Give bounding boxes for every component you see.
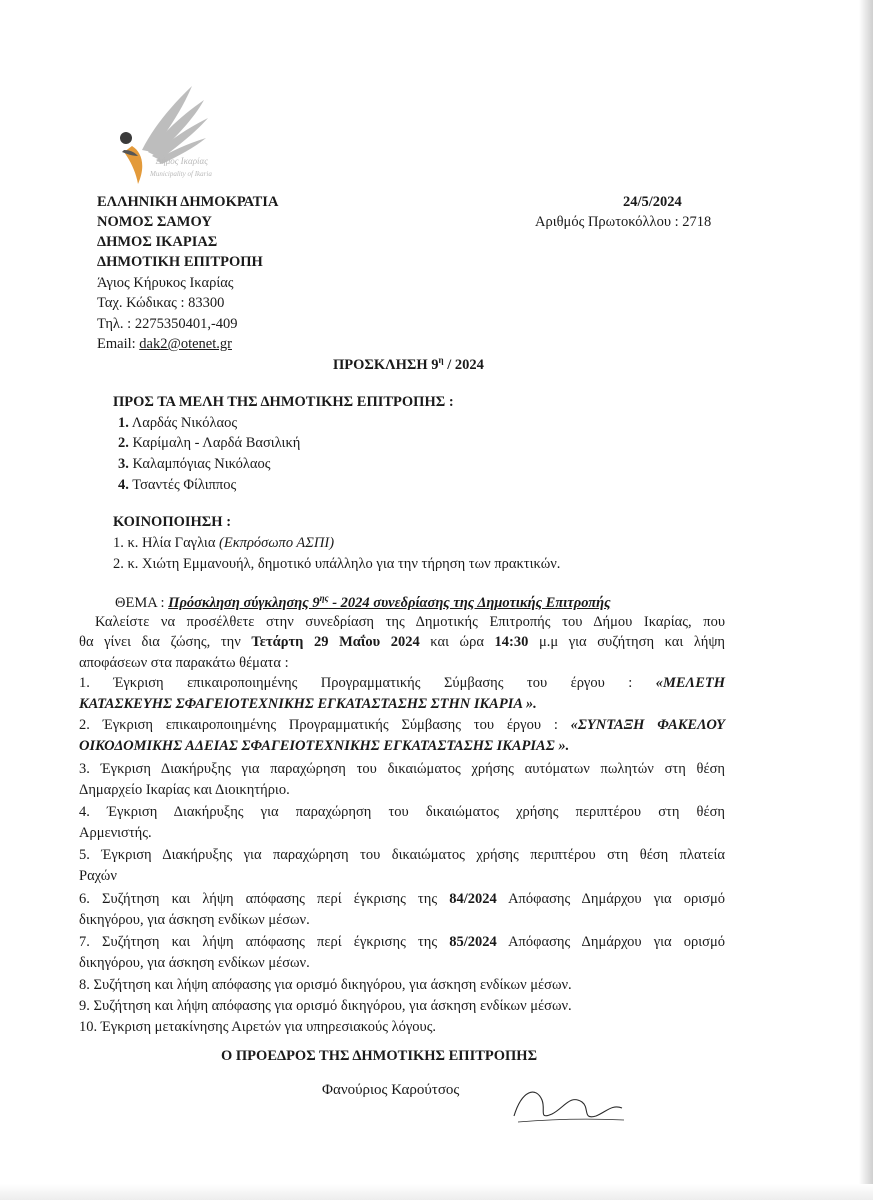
agenda-item-2-cont: ΟΙΚΟΔΟΜΙΚΗΣ ΑΔΕΙΑΣ ΣΦΑΓΕΙΟΤΕΧΝΙΚΗΣ ΕΓΚΑΤΑΣΤΑΣΗΣ ΙΚΑΡΙΑΣ ». <box>79 738 570 754</box>
header-email <box>97 336 232 353</box>
email-link[interactable]: dak2@otenet.gr <box>139 336 232 352</box>
logo-caption-line1: Δήμος Ικαρίας <box>156 156 208 166</box>
agenda-item-6-cont: δικηγόρου, για άσκηση ενδίκων μέσων. <box>79 912 310 928</box>
agenda-item-3: 3. Έγκριση Διακήρυξης για παραχώρηση του δικαιώματος χρήσης αυτόματων πωλητών στη θέση <box>79 761 725 777</box>
agenda-item-5-cont: Ραχών <box>79 868 117 884</box>
page-title <box>333 355 484 374</box>
intro-line-1: Καλείστε να προσέλθετε στην συνεδρίαση της Δημοτικής Επιτροπής του Δήμου Ικαρίας, που <box>95 614 725 630</box>
agenda-item-5: 5. Έγκριση Διακήρυξης για παραχώρηση του δικαιώματος χρήσης περιπτέρου στη θέση πλατεία <box>79 847 725 863</box>
agenda-item-9: 9. Συζήτηση και λήψη απόφασης για ορισμό δικηγόρου, για άσκηση ενδίκων μέσων. <box>79 998 572 1014</box>
agenda-item-3-cont: Δημαρχείο Ικαρίας και Διοικητήριο. <box>79 782 290 798</box>
protocol-number: Αριθμός Πρωτοκόλλου : 2718 <box>535 214 712 230</box>
recipients-heading: ΠΡΟΣ ΤΑ ΜΕΛΗ ΤΗΣ ΔΗΜΟΤΙΚΗΣ ΕΠΙΤΡΟΠΗΣ : <box>113 394 454 410</box>
document-date: 24/5/2024 <box>623 194 682 210</box>
header-municipality: ΔΗΜΟΣ ΙΚΑΡΙΑΣ <box>97 234 218 250</box>
subject-line <box>115 593 611 612</box>
logo-caption-line2: Municipality of Ikaria <box>150 170 212 178</box>
agenda-item-8: 8. Συζήτηση και λήψη απόφασης για ορισμό δικηγόρου, για άσκηση ενδίκων μέσων. <box>79 977 572 993</box>
header-committee: ΔΗΜΟΤΙΚΗ ΕΠΙΤΡΟΠΗ <box>97 254 263 270</box>
cc-item-2: 2. κ. Χιώτη Εμμανουήλ, δημοτικό υπάλληλο για την τήρηση των πρακτικών. <box>113 556 561 572</box>
agenda-item-10: 10. Έγκριση μετακίνησης Αιρετών για υπηρεσιακούς λόγους. <box>79 1019 437 1035</box>
agenda-item-7: 7. Συζήτηση και λήψη απόφασης περί έγκρισης της 85/2024 Απόφασης Δημάρχου για ορισμό <box>79 934 725 950</box>
cc-heading: ΚΟΙΝΟΠΟΙΗΣΗ : <box>113 514 232 530</box>
header-address: Άγιος Κήρυκος Ικαρίας <box>97 275 234 291</box>
list-item: 1. Λαρδάς Νικόλαος <box>118 415 238 431</box>
agenda-item-2: 2. Έγκριση επικαιροποιημένης Προγραμματικής Σύμβασης του έργου : «ΣΥΝΤΑΞΗ ΦΑΚΕΛΟΥ <box>79 717 725 733</box>
intro-line-2: θα γίνει δια ζώσης, την Τετάρτη 29 Μαΐου 2024 και ώρα 14:30 μ.μ για συζήτηση και λήψη <box>79 634 726 650</box>
agenda-item-1: 1. Έγκριση επικαιροποιημένης Προγραμματικής Σύμβασης του έργου : «ΜΕΛΕΤΗ <box>79 675 725 691</box>
title-year: / 2024 <box>443 356 484 373</box>
scan-edge-right <box>859 0 873 1200</box>
agenda-item-6: 6. Συζήτηση και λήψη απόφασης περί έγκρισης της 84/2024 Απόφασης Δημάρχου για ορισμό <box>79 891 725 907</box>
intro-line-3: αποφάσεων στα παρακάτω θέματα : <box>79 655 289 671</box>
agenda-item-4-cont: Αρμενιστής. <box>79 825 152 841</box>
header-postcode: Ταχ. Κώδικας : 83300 <box>97 295 225 311</box>
signatory-name: Φανούριος Καρούτσος <box>322 1082 460 1098</box>
list-item: 3. Καλαμπόγιας Νικόλαος <box>118 456 271 472</box>
title-sup: η <box>438 355 444 365</box>
list-item: 2. Καρίμαλη - Λαρδά Βασιλική <box>118 435 301 451</box>
header-prefecture: ΝΟΜΟΣ ΣΑΜΟΥ <box>97 214 212 230</box>
header-phone: Τηλ. : 2275350401,-409 <box>97 316 238 332</box>
title-main: ΠΡΟΣΚΛΗΣΗ 9 <box>333 356 439 373</box>
list-item: 4. Τσαντές Φίλιππος <box>118 477 237 493</box>
signature <box>512 1080 632 1130</box>
signatory-title: Ο ΠΡΟΕΔΡΟΣ ΤΗΣ ΔΗΜΟΤΙΚΗΣ ΕΠΙΤΡΟΠΗΣ <box>221 1048 538 1064</box>
subject-text: Πρόσκληση σύγκλησης $9^{\eta\varsigma} - 2024$ συνεδρίασης της Δημοτικής Επιτροπής <box>168 593 611 611</box>
email-label: Email: <box>97 336 140 352</box>
agenda-item-4: 4. Έγκριση Διακήρυξης για παραχώρηση του δικαιώματος χρήσης περιπτέρου στη θέση <box>79 804 725 820</box>
cc-item-1: 1. κ. Ηλία Γαγλια (Εκπρόσωπο ΑΣΠΙ) <box>113 535 335 551</box>
subject-label: ΘΕΜΑ : <box>115 594 169 611</box>
agenda-item-1-cont: ΚΑΤΑΣΚΕΥΗΣ ΣΦΑΓΕΙΟΤΕΧΝΙΚΗΣ ΕΓΚΑΤΑΣΤΑΣΗΣ ΣΤΗΝ ΙΚΑΡΙΑ ». <box>79 696 537 712</box>
winged-figure-logo <box>112 80 242 190</box>
header-republic: ΕΛΛΗΝΙΚΗ ΔΗΜΟΚΡΑΤΙΑ <box>97 194 279 210</box>
agenda-item-7-cont: δικηγόρου, για άσκηση ενδίκων μέσων. <box>79 955 310 971</box>
scan-edge-bottom <box>0 1184 873 1200</box>
